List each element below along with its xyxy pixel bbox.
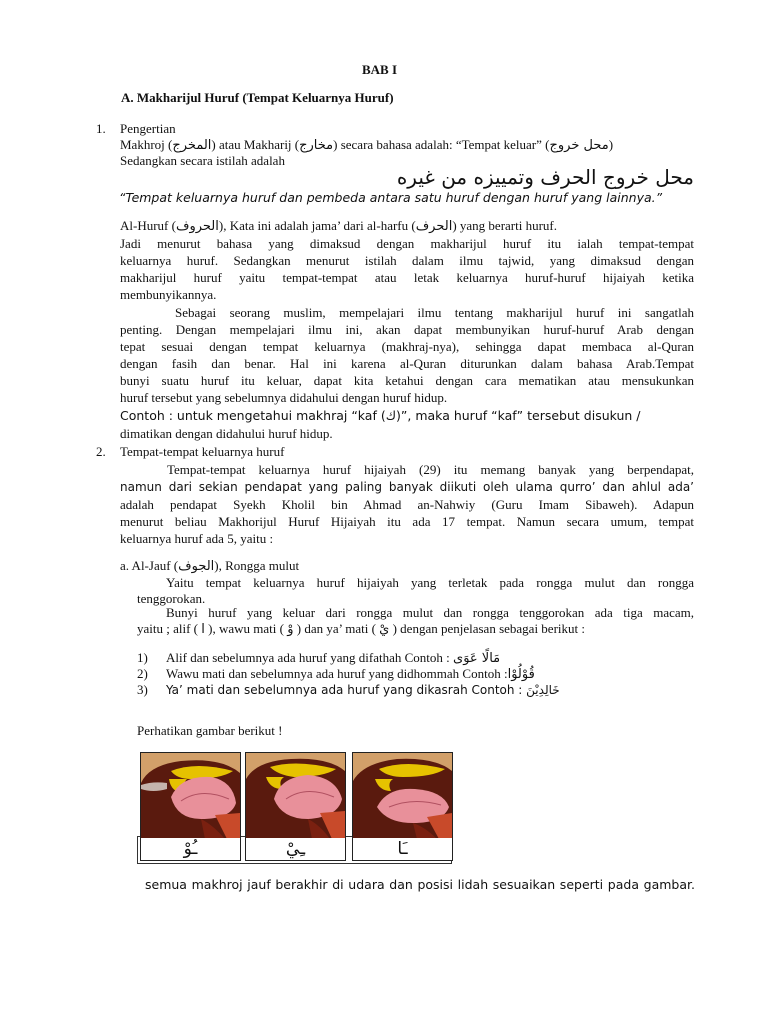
caption-ya: ـِيْ <box>245 838 346 861</box>
list-number-2: 2. <box>96 444 106 459</box>
arabic-definition: محل خروج الحرف وتمييزه من غيره <box>396 165 694 189</box>
list-item-1-number: 1) <box>137 650 148 665</box>
paragraph-line: tepat sesuai dengan tempat keluarnya (makhraj-nya), sehingga dapat membaca al-Quran <box>120 339 694 354</box>
tempat-title: Tempat-tempat keluarnya huruf <box>120 444 285 459</box>
paragraph-line: penting. Dengan mempelajari ilmu ini, akan dapat membunyikan huruf-huruf Arab dengan <box>120 322 694 337</box>
paragraph-line: makharijul huruf yaitu tempat-tempat atau letak keluarnya huruf-huruf hijaiyah ketika <box>120 270 694 285</box>
al-huruf-line: Al-Huruf (الحروف), Kata ini adalah jama’ dari al-harfu (الحرف) yang berarti huruf. <box>120 218 558 234</box>
paragraph-line: keluarnya huruf. Sedangkan menurut istilah dalam ilmu tajwid, yang dimaksud dengan <box>120 253 694 268</box>
paragraph-line: membunyikannya. <box>120 287 217 302</box>
list-item-2: Wawu mati dan sebelumnya ada huruf yang didhommah Contoh :قُوْلُوْا <box>166 666 535 682</box>
list-number-1: 1. <box>96 121 106 136</box>
paragraph-line: Jadi menurut bahasa yang dimaksud dengan makharijul huruf itu ialah tempat-tempat <box>120 236 694 251</box>
list-item-3-number: 3) <box>137 682 148 697</box>
al-jauf-title: a. Al-Jauf (الجوف), Rongga mulut <box>120 558 300 574</box>
chapter-heading: BAB I <box>362 62 398 77</box>
list-item-3: Ya’ mati dan sebelumnya ada huruf yang dikasrah Contoh : خَالِدِيْنَ <box>166 683 560 697</box>
list-item-2-number: 2) <box>137 666 148 681</box>
paragraph-line: huruf tersebut yang sebelumnya didahului dengan huruf hidup. <box>120 390 448 405</box>
paragraph-line: Yaitu tempat keluarnya huruf hijaiyah yang terletak pada rongga mulut dan rongga <box>166 575 694 590</box>
perhatikan-text: Perhatikan gambar berikut ! <box>137 723 283 738</box>
caption-wawu: ـُوْ <box>140 838 241 861</box>
huruf-mad-line: yaitu ; alif ( ا ), wawu mati ( وْ ) dan ya’ mati ( يْ ) dengan penjelasan sebagai berikut : <box>137 621 585 637</box>
paragraph-line: bunyi suatu huruf itu keluar, dapat kita ketahui dengan cara mematikan atau mensukunkan <box>120 373 694 388</box>
contoh-line: Contoh : untuk mengetahui makhraj “kaf (ك)”, maka huruf “kaf” tersebut disukun / <box>120 408 641 423</box>
paragraph-line: menurut beliau Makhorijul Huruf Hijaiyah itu ada 17 tempat. Namun secara umum, tempat <box>120 514 694 529</box>
mouth-diagram-alif <box>352 752 453 840</box>
mouth-diagram-wawu <box>140 752 241 840</box>
list-item-1: Alif dan sebelumnya ada huruf yang difathah Contoh : مَالًا عَوَى <box>166 650 501 666</box>
caption-alif: ـَا <box>352 838 453 861</box>
paragraph-line: tenggorokan. <box>137 591 206 606</box>
paragraph-line: Sebagai seorang muslim, mempelajari ilmu tentang makharijul huruf ini sangatlah <box>175 305 694 320</box>
contoh-line-2: dimatikan dengan didahului huruf hidup. <box>120 426 333 441</box>
mouth-diagram-ya <box>245 752 346 840</box>
definition-translation: “Tempat keluarnya huruf dan pembeda antara satu huruf dengan huruf yang lainnya.” <box>119 190 663 205</box>
pengertian-title: Pengertian <box>120 121 176 136</box>
paragraph-line: namun dari sekian pendapat yang paling banyak diikuti oleh ulama qurro’ dan ahlul ada’ <box>120 480 694 494</box>
istilah-line: Sedangkan secara istilah adalah <box>120 153 285 168</box>
paragraph-line: adalah pendapat Syekh Kholil bin Ahmad an-Nahwiy (Guru Imam Sibaweh). Adapun <box>120 497 694 512</box>
paragraph-line: dengan fasih dan benar. Hal ini karena al-Quran diturunkan dalam bahasa Arab.Tempat <box>120 356 694 371</box>
paragraph-line: Bunyi huruf yang keluar dari rongga mulut dan rongga tenggorokan ada tiga macam, <box>166 605 694 620</box>
section-a-title: A. Makharijul Huruf (Tempat Keluarnya Huruf) <box>121 90 394 105</box>
paragraph-line: keluarnya huruf ada 5, yaitu : <box>120 531 274 546</box>
makhroj-line: Makhroj (المخرج) atau Makharij (مخارج) secara bahasa adalah: “Tempat keluar” (محل خروج) <box>120 137 614 153</box>
paragraph-line: Tempat-tempat keluarnya huruf hijaiyah (29) itu memang banyak yang berpendapat, <box>167 462 694 477</box>
closing-sentence: semua makhroj jauf berakhir di udara dan posisi lidah sesuaikan seperti pada gambar. <box>145 877 695 892</box>
